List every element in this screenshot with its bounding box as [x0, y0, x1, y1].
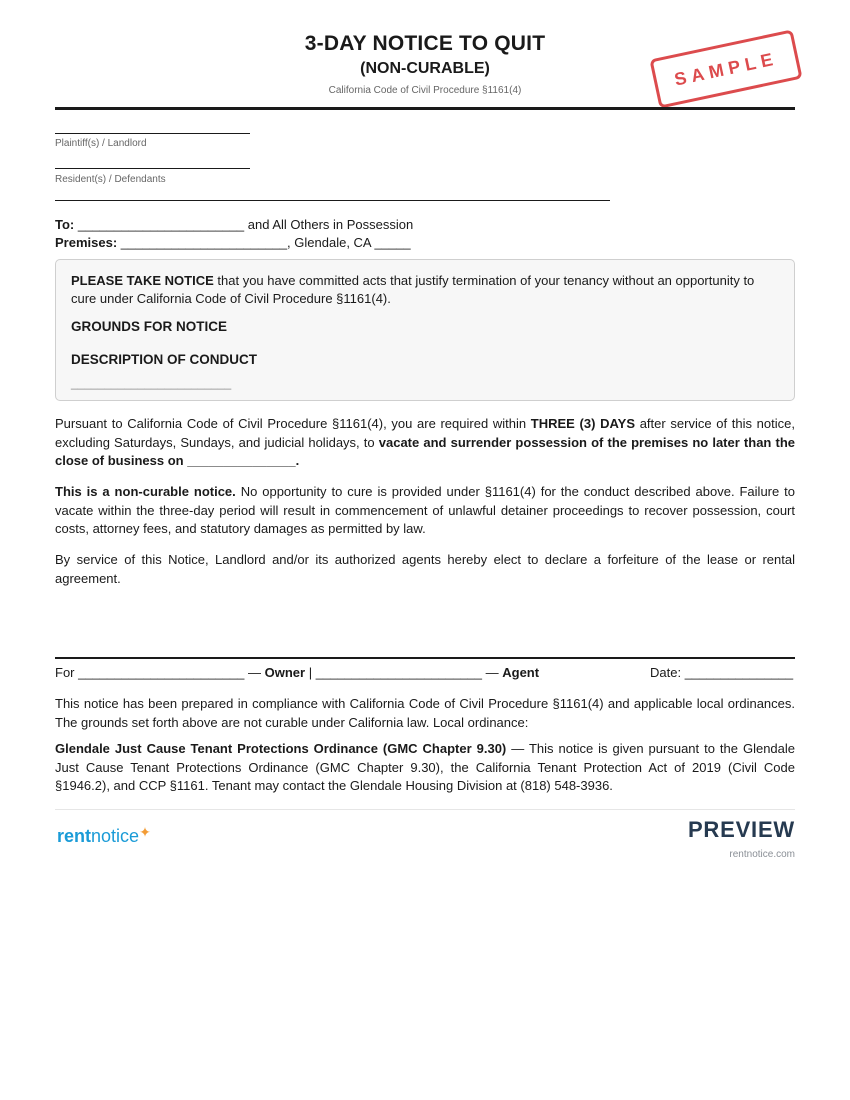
- plaintiff-label: Plaintiff(s) / Landlord: [55, 138, 147, 149]
- conduct-heading: DESCRIPTION OF CONDUCT: [71, 352, 258, 367]
- signature-date: [650, 665, 793, 680]
- resident-signature-line: [55, 168, 250, 169]
- vacate-days: THREE (3) DAYS: [530, 416, 636, 431]
- to-value: _______________________ and All Others in Possession: [74, 217, 414, 232]
- logo-notice: notice: [91, 826, 140, 846]
- premises-line: [55, 235, 411, 250]
- ordinance-title: Glendale Just Cause Tenant Protections Ordinance (GMC Chapter 9.30): [55, 741, 507, 756]
- date-blank: _______________: [684, 665, 794, 680]
- signature-divider: [55, 657, 795, 659]
- vacate-paragraph: [55, 415, 795, 471]
- ordinance-text: — This notice is given pursuant to the Glendale Just Cause Tenant Protections Ordinance (GMC Chapter 9.30), the California Tenant Protection Act of 2019 (Civil Code §1946.2), and CCP §1161. Tenant may contact the Glendale Housing Division at (818) 548-3936.: [55, 741, 795, 793]
- premises-label: Premises:: [55, 235, 118, 250]
- plaintiff-signature-line: [55, 133, 250, 134]
- to-line: [55, 217, 413, 232]
- sample-stamp: SAMPLE: [649, 29, 802, 108]
- for-label: For: [55, 665, 79, 680]
- non-curable-paragraph: [55, 483, 795, 539]
- resident-label: Resident(s) / Defendants: [55, 174, 166, 185]
- vacate-text-c: after service of this notice, excluding Saturdays, Sundays, and judicial holidays, to: [55, 416, 795, 450]
- to-label: To:: [55, 217, 75, 232]
- non-curable-bold: This is a non-curable notice.: [55, 484, 236, 499]
- rentnotice-logo: [57, 826, 151, 847]
- agent-label: Agent: [502, 665, 540, 680]
- agent-blank: _______________________ —: [315, 665, 503, 680]
- owner-label: Owner: [264, 665, 306, 680]
- non-curable-text: No opportunity to cure is provided under §1161(4) for the conduct described above. Failure to vacate within the three-day period will result in commencement of unlawful detainer proceedings to recover possession, court costs, attorney fees, and statutory damages as permitted by law.: [55, 484, 795, 536]
- preview-label: PREVIEW: [687, 817, 795, 842]
- ordinance-paragraph: [55, 740, 795, 796]
- notice-lead: [71, 272, 779, 308]
- footer-divider: [55, 809, 795, 810]
- grounds-heading: GROUNDS FOR NOTICE: [71, 319, 228, 334]
- notice-document: [55, 0, 795, 1100]
- code-reference: California Code of Civil Procedure §1161(4): [328, 85, 522, 96]
- notice-lead-text: that you have committed acts that justify termination of your tenancy without an opportunity to cure under California Code of Civil Procedure §1161(4).: [71, 273, 755, 306]
- sparkle-icon: ✦: [139, 824, 151, 840]
- conduct-blank: ________________________: [71, 376, 232, 390]
- vacate-deadline: vacate and surrender possession of the premises no later than the close of business on _______________.: [55, 434, 795, 468]
- document-title: 3-DAY NOTICE TO QUIT: [304, 32, 546, 55]
- signature-owner-agent: [55, 665, 539, 680]
- signature-divider-bar: |: [305, 665, 316, 680]
- document-subtitle: (NON-CURABLE): [360, 60, 490, 77]
- logo-rent: rent: [57, 826, 92, 846]
- notice-lead-bold: PLEASE TAKE NOTICE: [71, 273, 214, 288]
- date-label: Date:: [650, 665, 685, 680]
- notice-box: [55, 259, 795, 401]
- caption-divider: [55, 200, 610, 201]
- premises-value: _______________________, Glendale, CA _____: [117, 235, 411, 250]
- forfeiture-paragraph: By service of this Notice, Landlord and/or its authorized agents hereby elect to declare a forfeiture of the lease or rental agreement.: [55, 552, 795, 586]
- header-divider: [55, 107, 795, 110]
- compliance-paragraph: This notice has been prepared in compliance with California Code of Civil Procedure §1161(4) and applicable local ordinances. The grounds set forth above are not curable under California law. Local ordinance:: [55, 696, 795, 730]
- owner-blank: _______________________ —: [78, 665, 265, 680]
- site-url: rentnotice.com: [729, 849, 795, 860]
- vacate-text-a: Pursuant to California Code of Civil Procedure §1161(4), you are required within: [55, 416, 531, 431]
